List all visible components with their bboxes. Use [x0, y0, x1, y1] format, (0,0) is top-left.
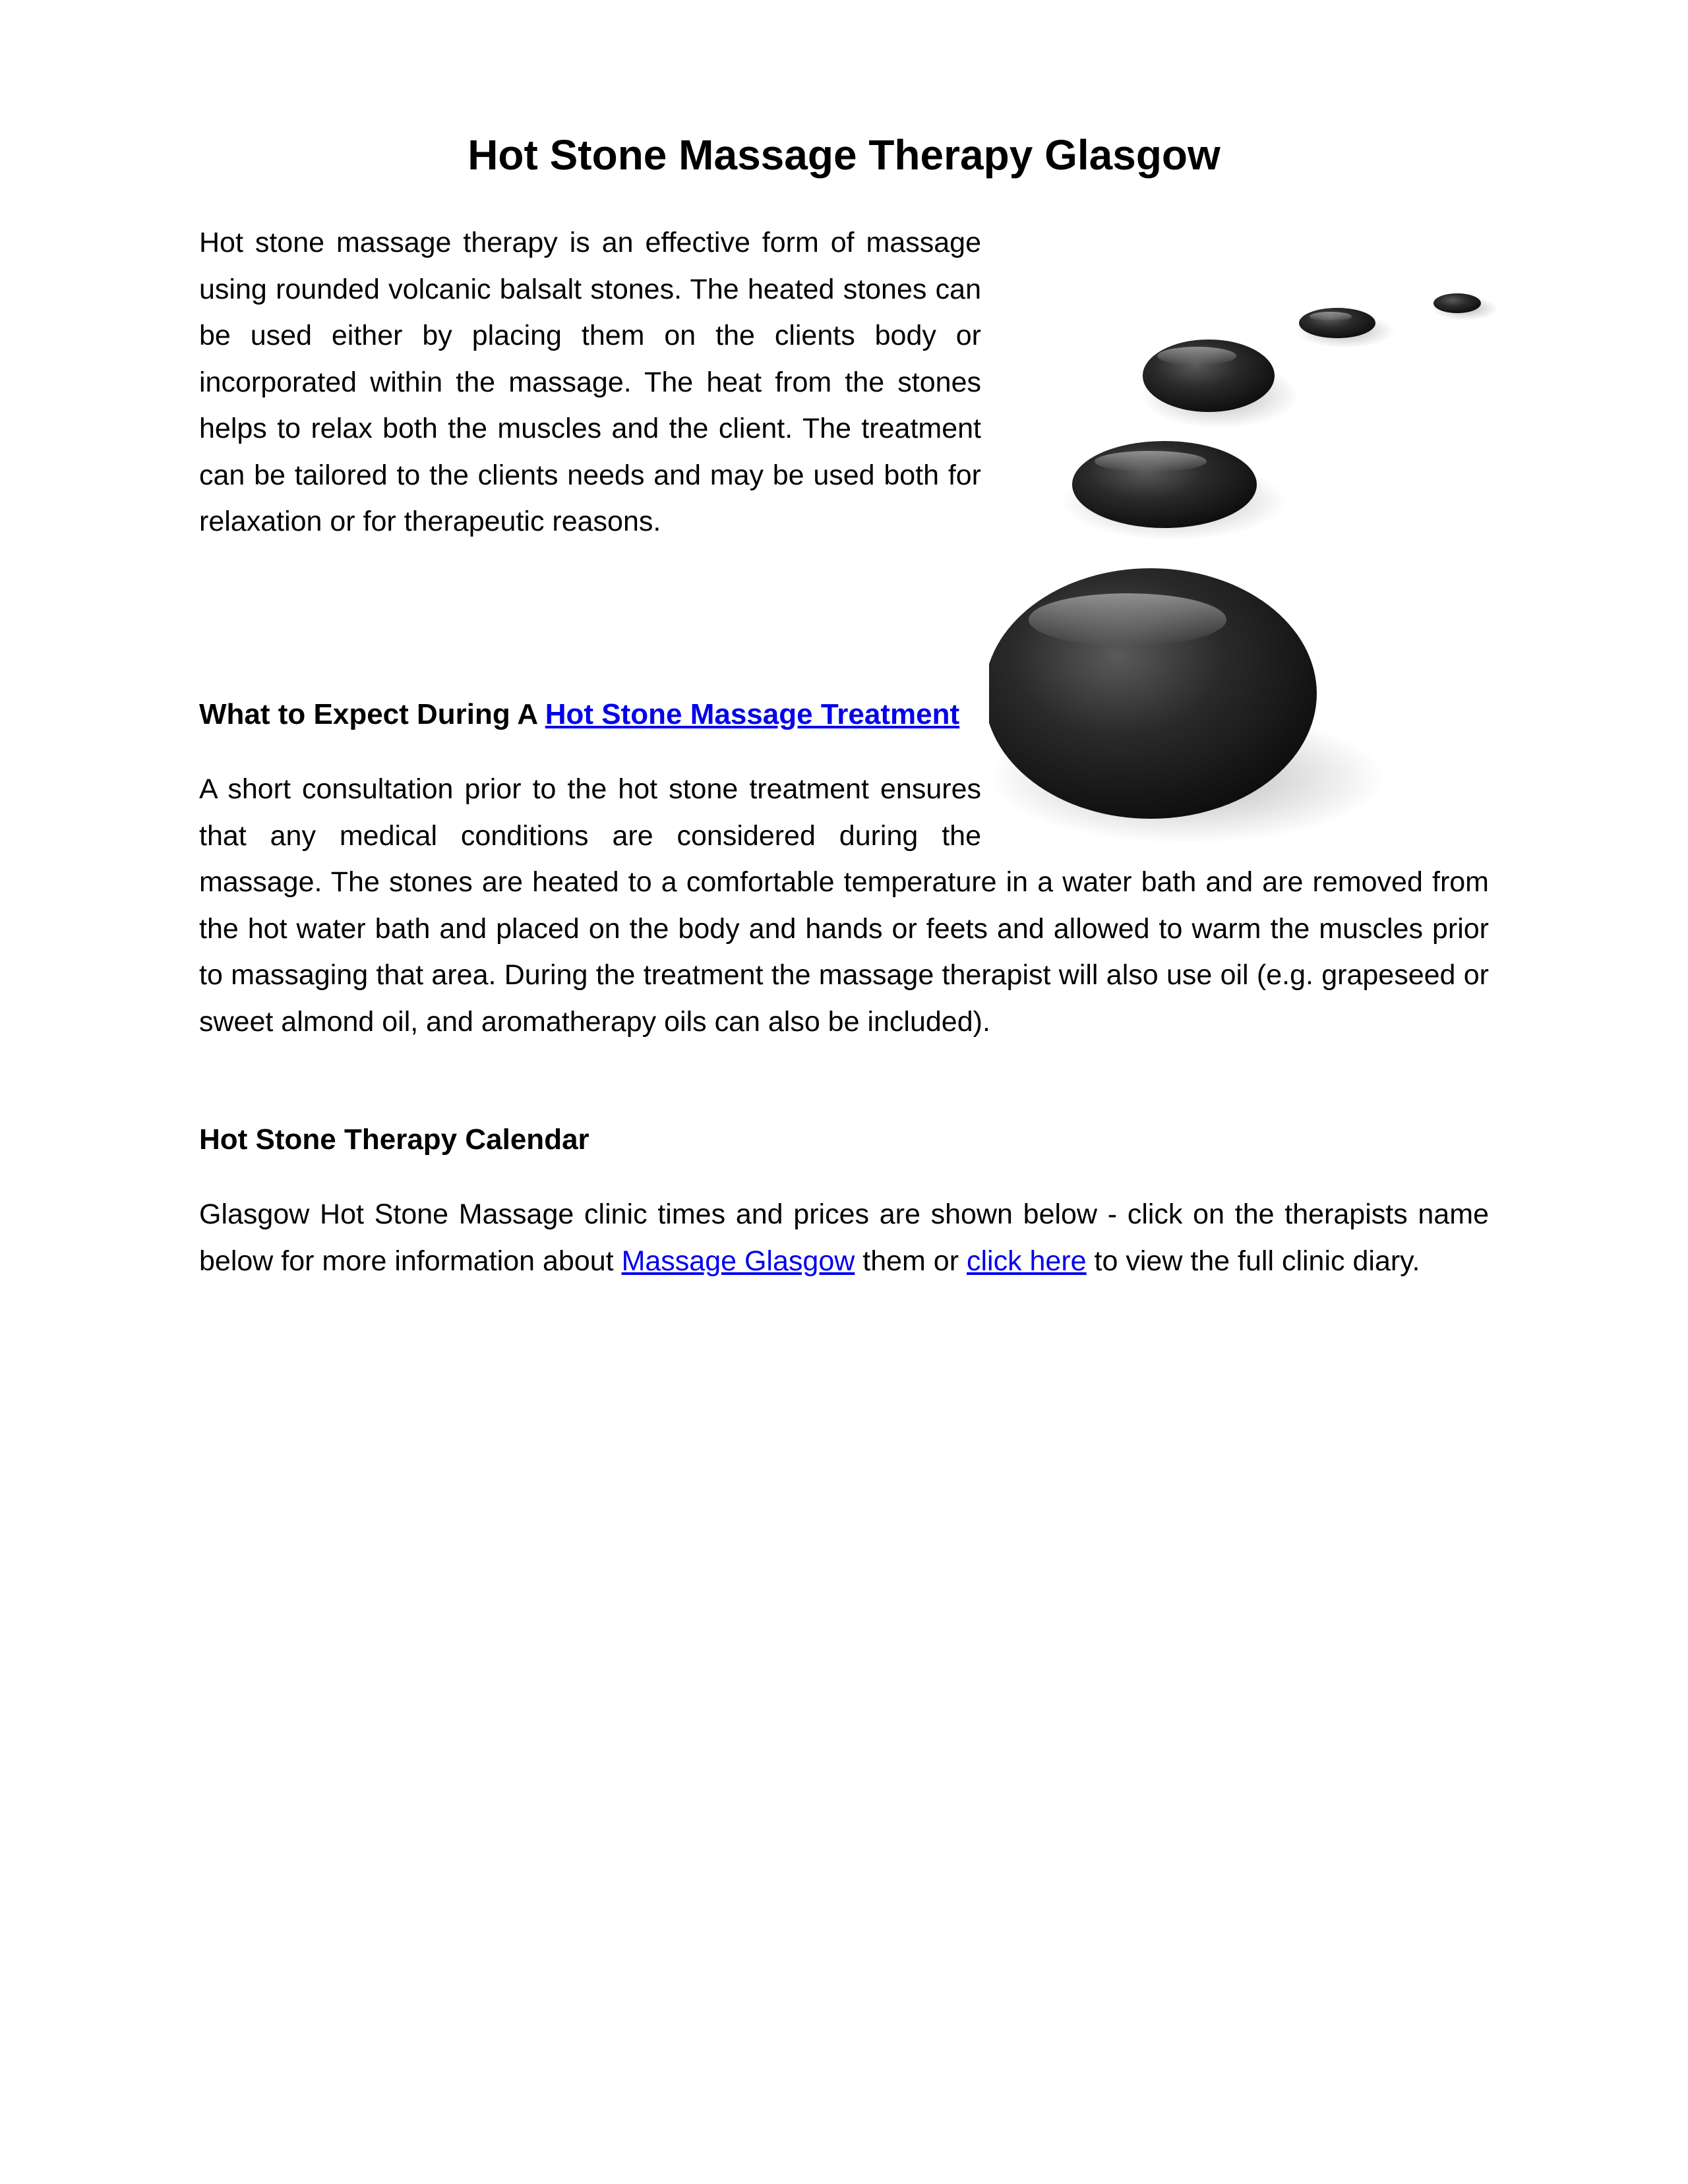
massage-glasgow-link[interactable]: Massage Glasgow	[621, 1245, 855, 1277]
calendar-paragraph	[199, 1191, 1489, 1284]
section-heading-expect	[199, 692, 1056, 738]
intro-text: Hot stone massage therapy is an effective form of massage using rounded volcanic balsalt stones. The heated stones can be used either by placing them on the clients body or incorporated within the massage. The heat from the stones helps to relax both the muscles and the client. The treatment can be tailored to the clients needs and may be used both for relaxation or for therapeutic reasons.	[199, 227, 981, 537]
expect-paragraph	[199, 766, 1489, 1045]
section-heading-expect-prefix: What to Expect During A	[199, 698, 545, 730]
page-title: Hot Stone Massage Therapy Glasgow	[467, 131, 1221, 179]
calendar-text	[199, 1191, 1489, 1284]
click-here-link[interactable]: click here	[966, 1245, 1087, 1277]
calendar-text-part2: them or	[855, 1245, 967, 1277]
expect-text: A short consultation prior to the hot stone treatment ensures that any medical conditions are considered during the massage. The stones are heated to a comfortable temperature in a water bath and are removed from the hot water bath and placed on the body and hands or feets and allowed to warm the muscles prior to massaging that area. During the treatment the massage therapist will also use oil (e.g. grapeseed or sweet almond oil, and aromatherapy oils can also be included).	[199, 773, 1489, 1038]
calendar-text-part1: Glasgow Hot Stone Massage clinic times and prices are shown below - click on the therapists name below for more information about	[199, 1198, 1489, 1277]
calendar-text-part3: to view the full clinic diary.	[1086, 1245, 1420, 1277]
hot-stone-treatment-link[interactable]: Hot Stone Massage Treatment	[545, 698, 960, 730]
section-heading-calendar: Hot Stone Therapy Calendar	[199, 1123, 589, 1156]
